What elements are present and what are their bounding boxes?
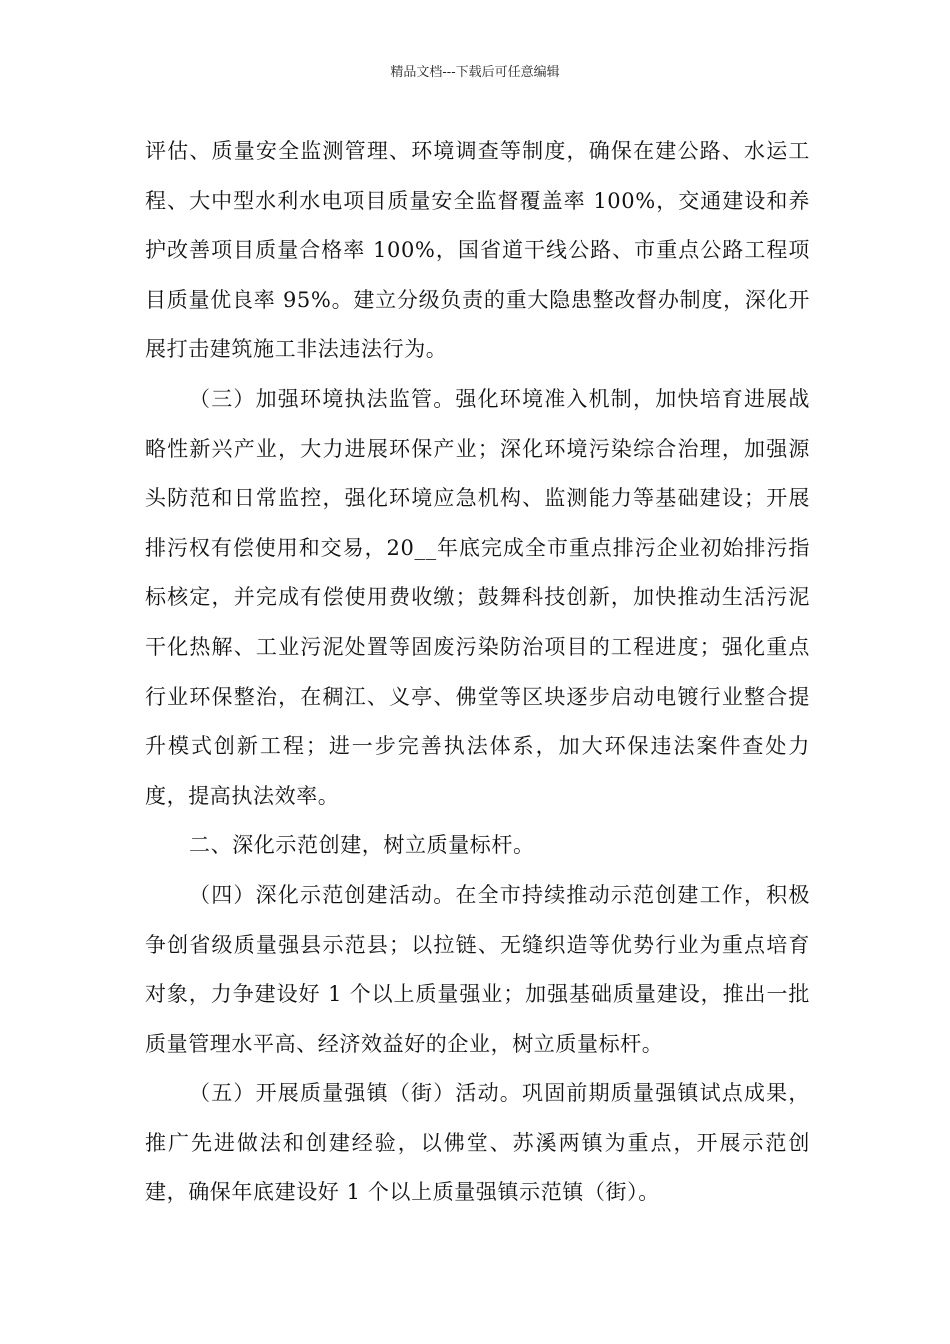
paragraph-quality-towns: （五）开展质量强镇（街）活动。巩固前期质量强镇试点成果，推广先进做法和创建经验，以佛堂、苏溪两镇为重点，开展示范创建，确保年底建设好 1 个以上质量强镇示范镇（街）。	[145, 1081, 810, 1205]
paragraph-demonstration-activities: （四）深化示范创建活动。在全市持续推动示范创建工作，积极争创省级质量强县示范县；以拉链、无缝织造等优势行业为重点培育对象，力争建设好 1 个以上质量强业；加强基础质量建设，推出一批质量管理水平高、经济效益好的企业，树立质量标杆。	[145, 882, 810, 1056]
paragraph-continuation: 评估、质量安全监测管理、环境调查等制度，确保在建公路、水运工程、大中型水利水电项目质量安全监督覆盖率 100%，交通建设和养护改善项目质量合格率 100%，国省道干线公路、市重点公路工程项目质量优良率 95%。建立分级负责的重大隐患整改督办制度，深化开展打击建筑施工非法违法行为。	[145, 139, 810, 362]
paragraph-environment-enforcement: （三）加强环境执法监管。强化环境准入机制，加快培育进展战略性新兴产业，大力进展环保产业；深化环境污染综合治理，加强源头防范和日常监控，强化环境应急机构、监测能力等基础建设；开展排污权有偿使用和交易，20__年底完成全市重点排污企业初始排污指标核定，并完成有偿使用费收缴；鼓舞科技创新，加快推动生活污泥干化热解、工业污泥处置等固废污染防治项目的工程进度；强化重点行业环保整治，在稠江、义亭、佛堂等区块逐步启动电镀行业整合提升模式创新工程；进一步完善执法体系，加大环保违法案件查处力度，提高执法效率。	[145, 386, 810, 808]
section-heading-demonstration: 二、深化示范创建，树立质量标杆。	[189, 833, 535, 858]
document-body	[145, 127, 810, 1218]
page-header: 精品文档---下载后可任意编辑	[390, 65, 560, 80]
